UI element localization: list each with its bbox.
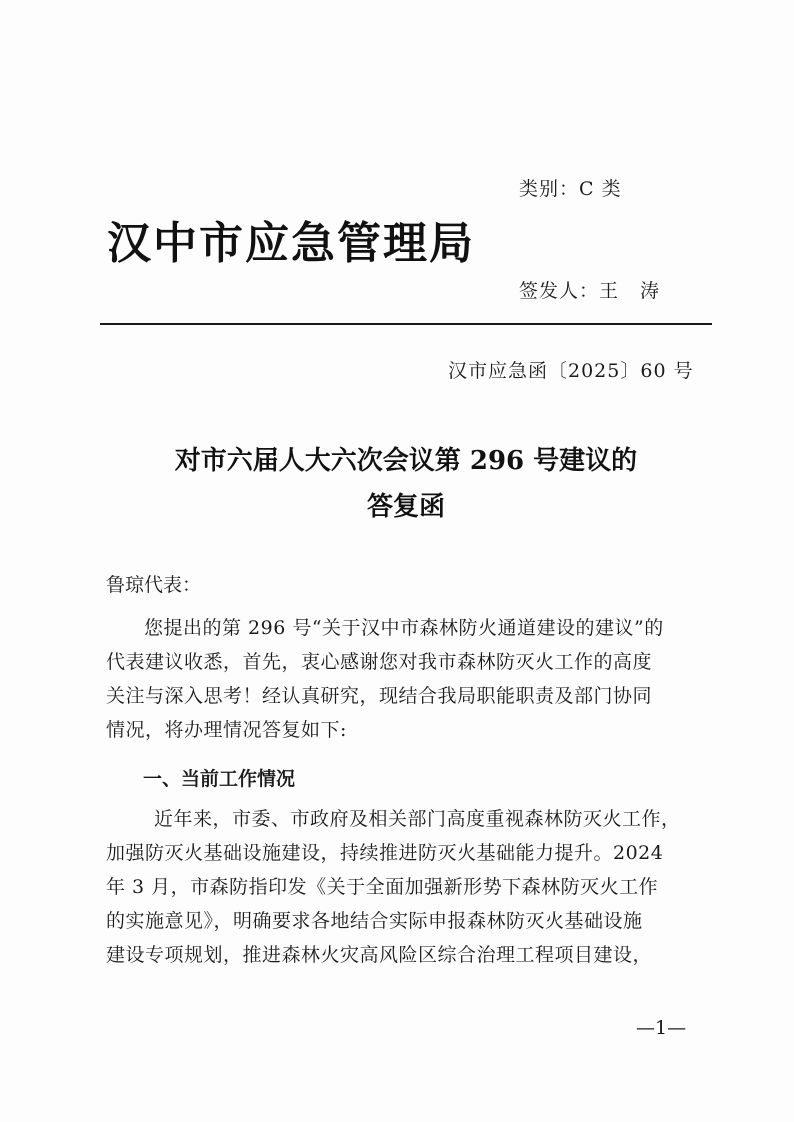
document-number: 汉市应急函〔2025〕60 号 [448,360,694,382]
paragraph-line: 的实施意见》，明确要求各地结合实际申报森林防灭火基础设施 [106,910,643,932]
section-heading-current-work: 一、当前工作情况 [143,768,296,790]
paragraph-line: 建设专项规划，推进森林火灾高风险区综合治理工程项目建设， [106,944,653,966]
document-title [100,438,712,530]
issuing-organization-title: 汉中市应急管理局 [107,218,475,269]
page-number: —1— [636,1017,687,1039]
paragraph-line: 关注与深入思考！经认真研究，现结合我局职能职责及部门协同 [106,685,653,707]
paragraph-line: 年 3 月，市森防指印发《关于全面加强新形势下森林防灭火工作 [106,876,659,898]
paragraph-intro [106,611,710,747]
header-divider [100,323,712,325]
paragraph-line: 代表建议收悉，首先，衷心感谢您对我市森林防灭火工作的高度 [106,651,653,673]
paragraph-current-work [106,802,710,972]
document-category: 类别：C 类 [519,178,622,200]
salutation: 鲁琼代表： [106,574,202,596]
paragraph-line: 近年来，市委、市政府及相关部门高度重视森林防灭火工作， [154,808,681,830]
paragraph-line: 加强防灭火基础设施建设，持续推进防灭火基础能力提升。2024 [106,842,664,864]
paragraph-line: 情况，将办理情况答复如下: [106,719,347,741]
document-title-line-2: 答复函 [366,492,445,522]
paragraph-line: 您提出的第 296 号“关于汉中市森林防火通道建设的建议”的 [144,617,664,639]
signer-line [519,276,667,303]
signer-name: 王 涛 [599,280,668,302]
signer-label: 签发人： [519,280,600,302]
document-title-line-1: 对市六届人大六次会议第 296 号建议的 [174,446,638,476]
